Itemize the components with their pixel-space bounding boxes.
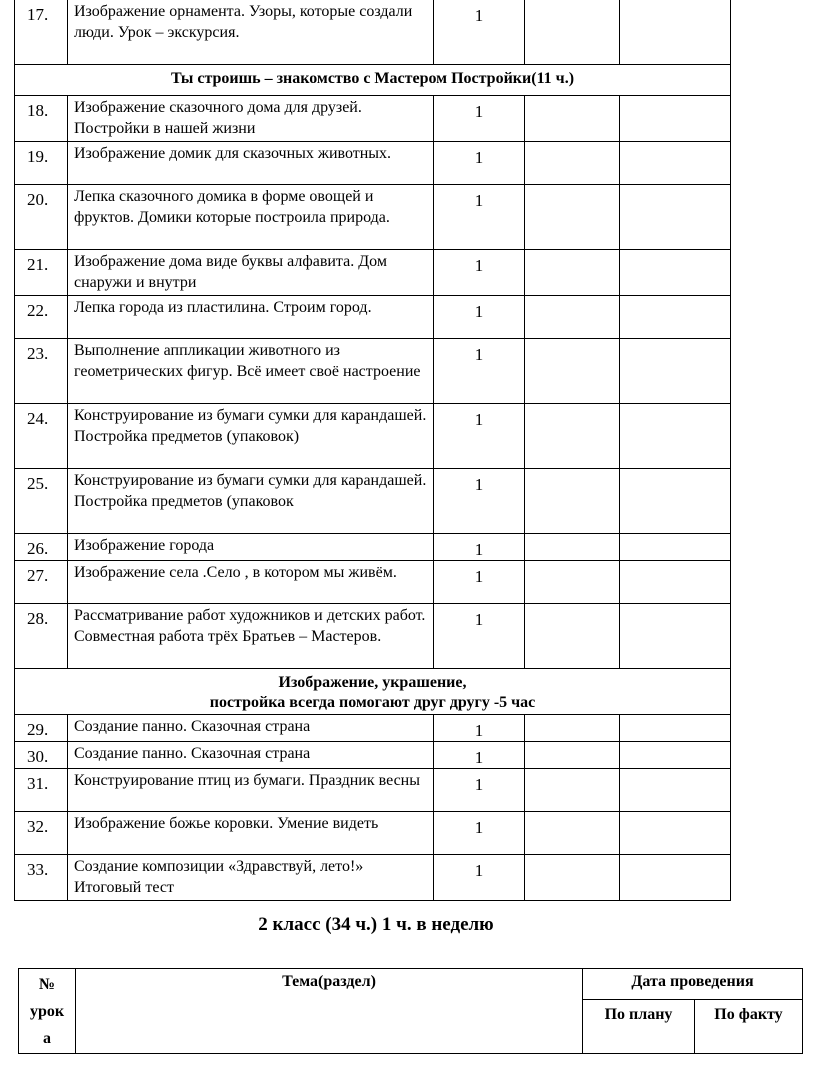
lesson-hours: 1 bbox=[434, 469, 525, 534]
date-plan-cell bbox=[525, 769, 620, 812]
date-plan-cell bbox=[525, 561, 620, 604]
lesson-topic: Изображение божье коровки. Умение видеть bbox=[68, 812, 434, 855]
lesson-topic: Изображение города bbox=[68, 534, 434, 561]
lesson-hours: 1 bbox=[434, 561, 525, 604]
lesson-row bbox=[15, 185, 731, 250]
lesson-topic: Изображение села .Село , в котором мы живём. bbox=[68, 561, 434, 604]
lesson-number: 17. bbox=[15, 0, 68, 65]
lessons-table bbox=[14, 0, 731, 901]
date-plan-cell bbox=[525, 250, 620, 296]
fact-header: По факту bbox=[695, 1000, 803, 1054]
lesson-number: 33. bbox=[15, 855, 68, 901]
date-plan-cell bbox=[525, 296, 620, 339]
date-fact-cell bbox=[620, 339, 731, 404]
lesson-row bbox=[15, 96, 731, 142]
class-heading: 2 класс (34 ч.) 1 ч. в неделю bbox=[258, 914, 494, 935]
date-plan-cell bbox=[525, 715, 620, 742]
date-fact-cell bbox=[620, 0, 731, 65]
lesson-number: 31. bbox=[15, 769, 68, 812]
lesson-hours: 1 bbox=[434, 604, 525, 669]
lesson-hours: 1 bbox=[434, 185, 525, 250]
lesson-hours: 1 bbox=[434, 534, 525, 561]
date-fact-cell bbox=[620, 142, 731, 185]
lesson-topic: Конструирование из бумаги сумки для карандашей. Постройка предметов (упаковок bbox=[68, 469, 434, 534]
date-plan-cell bbox=[525, 185, 620, 250]
lesson-row bbox=[15, 742, 731, 769]
lesson-row bbox=[15, 769, 731, 812]
lesson-hours: 1 bbox=[434, 715, 525, 742]
section-title-2: Изображение, украшение, постройка всегда помогают друг другу -5 час bbox=[15, 669, 731, 715]
lesson-row bbox=[15, 469, 731, 534]
lesson-topic: Изображение дома виде буквы алфавита. Дом снаружи и внутри bbox=[68, 250, 434, 296]
lesson-row bbox=[15, 534, 731, 561]
date-plan-cell bbox=[525, 812, 620, 855]
lesson-row bbox=[15, 296, 731, 339]
date-fact-cell bbox=[620, 742, 731, 769]
lesson-number: 18. bbox=[15, 96, 68, 142]
section-row bbox=[15, 65, 731, 96]
lesson-hours: 1 bbox=[434, 96, 525, 142]
lesson-topic: Изображение домик для сказочных животных. bbox=[68, 142, 434, 185]
date-fact-cell bbox=[620, 404, 731, 469]
lesson-topic: Выполнение аппликации животного из геометрических фигур. Всё имеет своё настроение bbox=[68, 339, 434, 404]
date-fact-cell bbox=[620, 96, 731, 142]
date-plan-cell bbox=[525, 0, 620, 65]
class2-table-header bbox=[18, 968, 803, 1054]
date-plan-cell bbox=[525, 96, 620, 142]
lesson-row bbox=[15, 812, 731, 855]
lesson-topic: Лепка города из пластилина. Строим город. bbox=[68, 296, 434, 339]
section-row bbox=[15, 669, 731, 715]
lesson-row bbox=[15, 561, 731, 604]
lessons-table-body bbox=[15, 0, 731, 901]
lesson-row bbox=[15, 855, 731, 901]
date-fact-cell bbox=[620, 250, 731, 296]
lesson-hours: 1 bbox=[434, 250, 525, 296]
date-fact-cell bbox=[620, 812, 731, 855]
date-fact-cell bbox=[620, 715, 731, 742]
date-fact-cell bbox=[620, 769, 731, 812]
lesson-number: 21. bbox=[15, 250, 68, 296]
date-plan-cell bbox=[525, 142, 620, 185]
lesson-number: 30. bbox=[15, 742, 68, 769]
lesson-number-header: № урок а bbox=[19, 969, 76, 1054]
lesson-row bbox=[15, 0, 731, 65]
lesson-topic: Изображение орнамента. Узоры, которые создали люди. Урок – экскурсия. bbox=[68, 0, 434, 65]
lesson-number: 20. bbox=[15, 185, 68, 250]
lesson-hours: 1 bbox=[434, 0, 525, 65]
date-plan-cell bbox=[525, 339, 620, 404]
lesson-topic: Рассматривание работ художников и детских работ. Совместная работа трёх Братьев – Мастеров. bbox=[68, 604, 434, 669]
section-title-1: Ты строишь – знакомство с Мастером Постройки(11 ч.) bbox=[15, 65, 731, 96]
plan-header: По плану bbox=[583, 1000, 695, 1054]
lesson-hours: 1 bbox=[434, 812, 525, 855]
lesson-row bbox=[15, 250, 731, 296]
lesson-row bbox=[15, 142, 731, 185]
lesson-number: 23. bbox=[15, 339, 68, 404]
lesson-number: 32. bbox=[15, 812, 68, 855]
date-plan-cell bbox=[525, 604, 620, 669]
lesson-number: 25. bbox=[15, 469, 68, 534]
date-plan-cell bbox=[525, 469, 620, 534]
date-plan-cell bbox=[525, 534, 620, 561]
lesson-number: 29. bbox=[15, 715, 68, 742]
lesson-number: 28. bbox=[15, 604, 68, 669]
lesson-hours: 1 bbox=[434, 769, 525, 812]
lesson-topic: Конструирование птиц из бумаги. Праздник весны bbox=[68, 769, 434, 812]
date-fact-cell bbox=[620, 561, 731, 604]
date-fact-cell bbox=[620, 604, 731, 669]
date-fact-cell bbox=[620, 469, 731, 534]
lesson-row bbox=[15, 339, 731, 404]
lesson-topic: Изображение сказочного дома для друзей. Постройки в нашей жизни bbox=[68, 96, 434, 142]
date-header: Дата проведения bbox=[583, 969, 803, 1000]
lesson-number: 22. bbox=[15, 296, 68, 339]
lesson-row bbox=[15, 604, 731, 669]
lesson-number: 27. bbox=[15, 561, 68, 604]
lesson-number: 26. bbox=[15, 534, 68, 561]
date-plan-cell bbox=[525, 404, 620, 469]
lesson-number: 19. bbox=[15, 142, 68, 185]
date-plan-cell bbox=[525, 855, 620, 901]
lesson-number: 24. bbox=[15, 404, 68, 469]
lesson-topic: Создание панно. Сказочная страна bbox=[68, 715, 434, 742]
lesson-hours: 1 bbox=[434, 855, 525, 901]
date-fact-cell bbox=[620, 185, 731, 250]
lesson-hours: 1 bbox=[434, 296, 525, 339]
lesson-hours: 1 bbox=[434, 339, 525, 404]
topic-header: Тема(раздел) bbox=[76, 969, 583, 1054]
lesson-hours: 1 bbox=[434, 404, 525, 469]
lesson-topic: Лепка сказочного домика в форме овощей и фруктов. Домики которые построила природа. bbox=[68, 185, 434, 250]
lesson-hours: 1 bbox=[434, 142, 525, 185]
lesson-topic: Создание композиции «Здравствуй, лето!» Итоговый тест bbox=[68, 855, 434, 901]
lesson-row bbox=[15, 715, 731, 742]
lesson-hours: 1 bbox=[434, 742, 525, 769]
date-plan-cell bbox=[525, 742, 620, 769]
date-fact-cell bbox=[620, 296, 731, 339]
date-fact-cell bbox=[620, 855, 731, 901]
lesson-topic: Конструирование из бумаги сумки для карандашей. Постройка предметов (упаковок) bbox=[68, 404, 434, 469]
lesson-row bbox=[15, 404, 731, 469]
date-fact-cell bbox=[620, 534, 731, 561]
lesson-topic: Создание панно. Сказочная страна bbox=[68, 742, 434, 769]
